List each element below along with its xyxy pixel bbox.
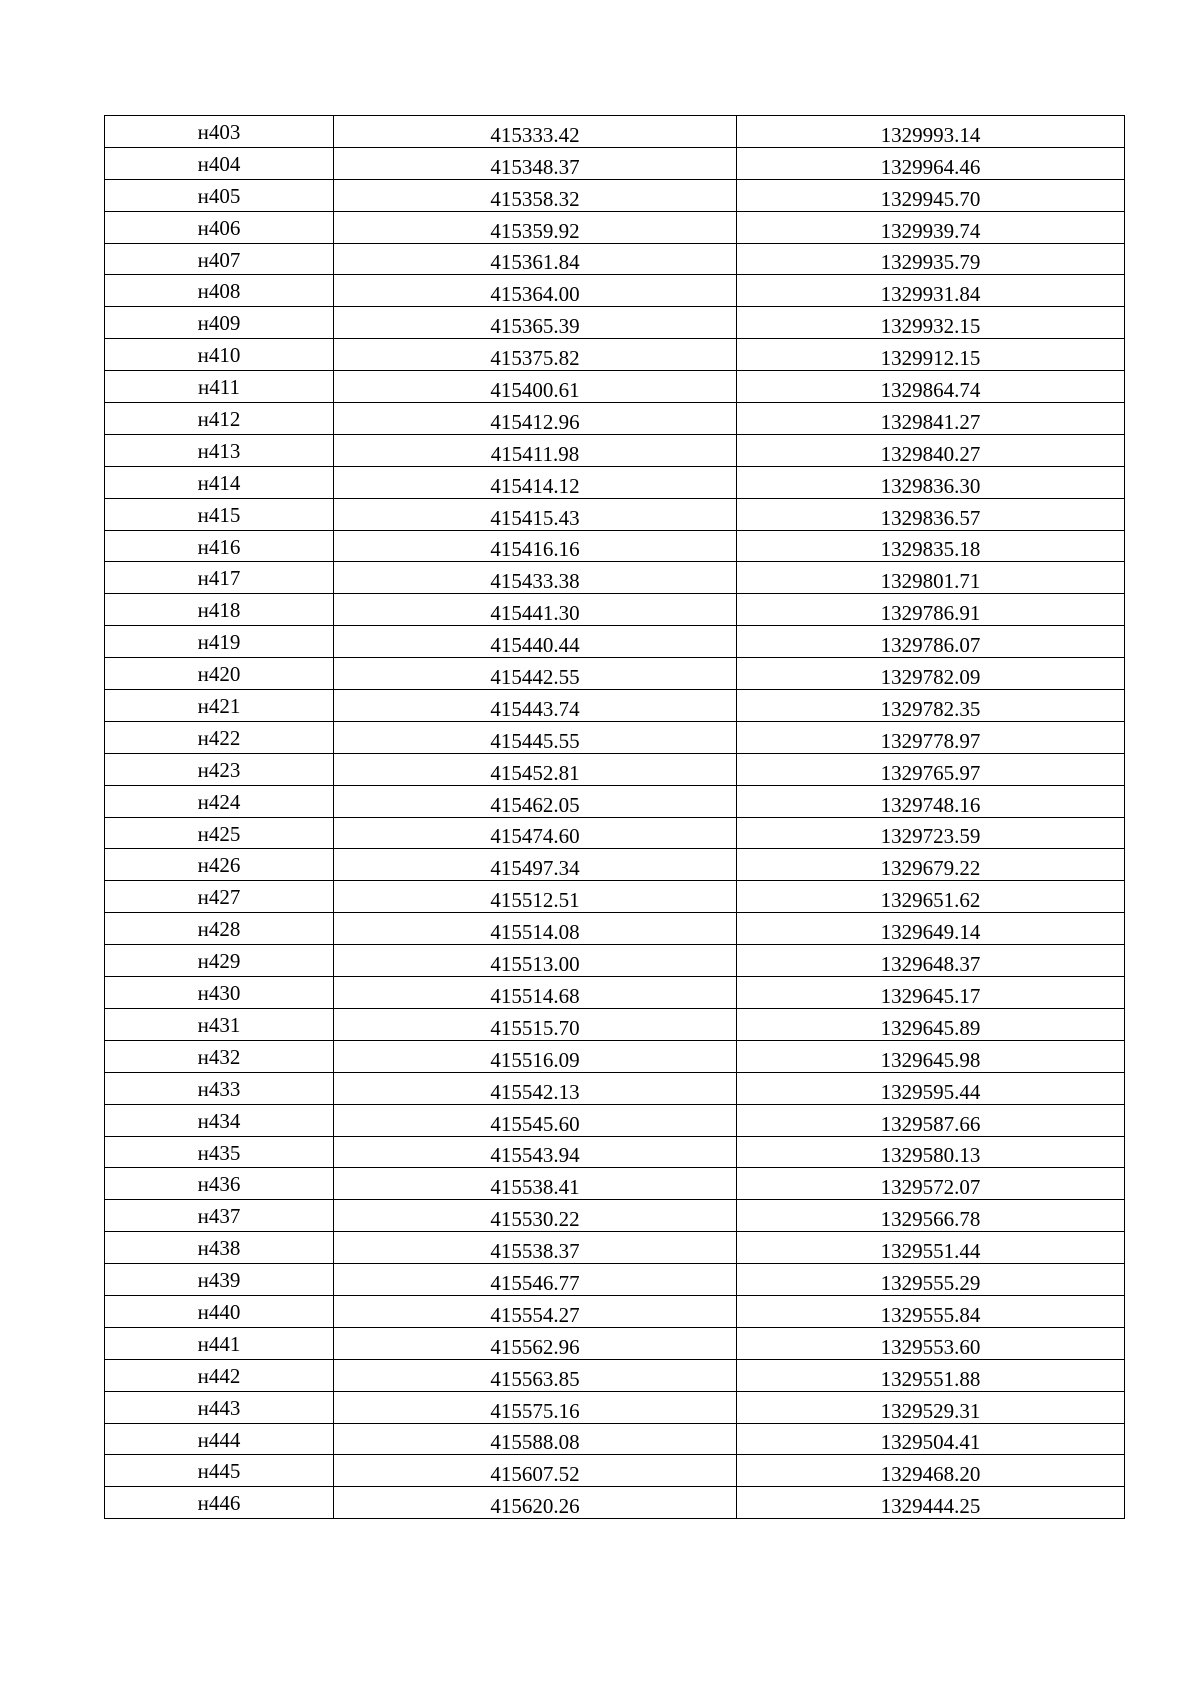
point-id-cell: н416 [105, 530, 334, 562]
table-row [105, 1327, 1125, 1359]
table-row [105, 881, 1125, 913]
table-row [105, 626, 1125, 658]
point-id-cell: н437 [105, 1200, 334, 1232]
table-row [105, 594, 1125, 626]
point-id-cell: н431 [105, 1008, 334, 1040]
y-coordinate-cell: 1329529.31 [737, 1391, 1125, 1423]
table-row [105, 1104, 1125, 1136]
x-coordinate-cell: 415400.61 [334, 371, 737, 403]
y-coordinate-cell: 1329836.57 [737, 498, 1125, 530]
table-row [105, 913, 1125, 945]
table-row [105, 116, 1125, 148]
table-row [105, 1295, 1125, 1327]
table-row [105, 977, 1125, 1009]
y-coordinate-cell: 1329566.78 [737, 1200, 1125, 1232]
table-row [105, 562, 1125, 594]
point-id-cell: н441 [105, 1327, 334, 1359]
x-coordinate-cell: 415462.05 [334, 785, 737, 817]
point-id-cell: н422 [105, 721, 334, 753]
table-row [105, 1040, 1125, 1072]
x-coordinate-cell: 415359.92 [334, 211, 737, 243]
x-coordinate-cell: 415512.51 [334, 881, 737, 913]
x-coordinate-cell: 415497.34 [334, 849, 737, 881]
y-coordinate-cell: 1329645.17 [737, 977, 1125, 1009]
point-id-cell: н432 [105, 1040, 334, 1072]
table-row [105, 1423, 1125, 1455]
table-row [105, 1455, 1125, 1487]
table-row [105, 1391, 1125, 1423]
x-coordinate-cell: 415607.52 [334, 1455, 737, 1487]
table-row [105, 658, 1125, 690]
y-coordinate-cell: 1329555.84 [737, 1295, 1125, 1327]
y-coordinate-cell: 1329551.44 [737, 1232, 1125, 1264]
point-id-cell: н436 [105, 1168, 334, 1200]
point-id-cell: н445 [105, 1455, 334, 1487]
table-row [105, 211, 1125, 243]
point-id-cell: н418 [105, 594, 334, 626]
y-coordinate-cell: 1329841.27 [737, 403, 1125, 435]
point-id-cell: н425 [105, 817, 334, 849]
x-coordinate-cell: 415445.55 [334, 721, 737, 753]
y-coordinate-cell: 1329864.74 [737, 371, 1125, 403]
point-id-cell: н414 [105, 466, 334, 498]
point-id-cell: н406 [105, 211, 334, 243]
point-id-cell: н438 [105, 1232, 334, 1264]
table-row [105, 371, 1125, 403]
y-coordinate-cell: 1329939.74 [737, 211, 1125, 243]
coordinates-table [104, 115, 1125, 1519]
point-id-cell: н440 [105, 1295, 334, 1327]
table-row [105, 1008, 1125, 1040]
y-coordinate-cell: 1329572.07 [737, 1168, 1125, 1200]
x-coordinate-cell: 415515.70 [334, 1008, 737, 1040]
y-coordinate-cell: 1329932.15 [737, 307, 1125, 339]
y-coordinate-cell: 1329835.18 [737, 530, 1125, 562]
y-coordinate-cell: 1329748.16 [737, 785, 1125, 817]
y-coordinate-cell: 1329645.98 [737, 1040, 1125, 1072]
table-row [105, 434, 1125, 466]
point-id-cell: н419 [105, 626, 334, 658]
point-id-cell: н410 [105, 339, 334, 371]
x-coordinate-cell: 415412.96 [334, 403, 737, 435]
x-coordinate-cell: 415365.39 [334, 307, 737, 339]
table-row [105, 817, 1125, 849]
point-id-cell: н423 [105, 753, 334, 785]
y-coordinate-cell: 1329551.88 [737, 1359, 1125, 1391]
table-row [105, 275, 1125, 307]
point-id-cell: н446 [105, 1487, 334, 1519]
y-coordinate-cell: 1329912.15 [737, 339, 1125, 371]
y-coordinate-cell: 1329595.44 [737, 1072, 1125, 1104]
y-coordinate-cell: 1329587.66 [737, 1104, 1125, 1136]
y-coordinate-cell: 1329679.22 [737, 849, 1125, 881]
y-coordinate-cell: 1329765.97 [737, 753, 1125, 785]
y-coordinate-cell: 1329782.35 [737, 690, 1125, 722]
x-coordinate-cell: 415433.38 [334, 562, 737, 594]
table-row [105, 849, 1125, 881]
table-row [105, 1200, 1125, 1232]
x-coordinate-cell: 415514.08 [334, 913, 737, 945]
x-coordinate-cell: 415452.81 [334, 753, 737, 785]
x-coordinate-cell: 415441.30 [334, 594, 737, 626]
point-id-cell: н444 [105, 1423, 334, 1455]
point-id-cell: н412 [105, 403, 334, 435]
x-coordinate-cell: 415516.09 [334, 1040, 737, 1072]
y-coordinate-cell: 1329580.13 [737, 1136, 1125, 1168]
x-coordinate-cell: 415546.77 [334, 1264, 737, 1296]
x-coordinate-cell: 415358.32 [334, 179, 737, 211]
x-coordinate-cell: 415562.96 [334, 1327, 737, 1359]
y-coordinate-cell: 1329651.62 [737, 881, 1125, 913]
y-coordinate-cell: 1329836.30 [737, 466, 1125, 498]
x-coordinate-cell: 415364.00 [334, 275, 737, 307]
point-id-cell: н409 [105, 307, 334, 339]
point-id-cell: н439 [105, 1264, 334, 1296]
point-id-cell: н442 [105, 1359, 334, 1391]
y-coordinate-cell: 1329648.37 [737, 945, 1125, 977]
point-id-cell: н407 [105, 243, 334, 275]
point-id-cell: н404 [105, 147, 334, 179]
y-coordinate-cell: 1329964.46 [737, 147, 1125, 179]
coordinates-table-body [105, 116, 1125, 1519]
y-coordinate-cell: 1329468.20 [737, 1455, 1125, 1487]
y-coordinate-cell: 1329553.60 [737, 1327, 1125, 1359]
point-id-cell: н403 [105, 116, 334, 148]
point-id-cell: н429 [105, 945, 334, 977]
x-coordinate-cell: 415514.68 [334, 977, 737, 1009]
point-id-cell: н424 [105, 785, 334, 817]
table-row [105, 1232, 1125, 1264]
x-coordinate-cell: 415474.60 [334, 817, 737, 849]
table-row [105, 945, 1125, 977]
table-row [105, 1487, 1125, 1519]
point-id-cell: н421 [105, 690, 334, 722]
y-coordinate-cell: 1329786.91 [737, 594, 1125, 626]
x-coordinate-cell: 415538.37 [334, 1232, 737, 1264]
y-coordinate-cell: 1329935.79 [737, 243, 1125, 275]
point-id-cell: н435 [105, 1136, 334, 1168]
table-row [105, 1168, 1125, 1200]
x-coordinate-cell: 415545.60 [334, 1104, 737, 1136]
table-row [105, 530, 1125, 562]
y-coordinate-cell: 1329778.97 [737, 721, 1125, 753]
x-coordinate-cell: 415543.94 [334, 1136, 737, 1168]
table-row [105, 243, 1125, 275]
point-id-cell: н411 [105, 371, 334, 403]
x-coordinate-cell: 415375.82 [334, 339, 737, 371]
y-coordinate-cell: 1329840.27 [737, 434, 1125, 466]
x-coordinate-cell: 415361.84 [334, 243, 737, 275]
table-row [105, 498, 1125, 530]
x-coordinate-cell: 415414.12 [334, 466, 737, 498]
table-row [105, 339, 1125, 371]
x-coordinate-cell: 415415.43 [334, 498, 737, 530]
x-coordinate-cell: 415442.55 [334, 658, 737, 690]
point-id-cell: н426 [105, 849, 334, 881]
y-coordinate-cell: 1329782.09 [737, 658, 1125, 690]
point-id-cell: н430 [105, 977, 334, 1009]
table-row [105, 403, 1125, 435]
table-row [105, 307, 1125, 339]
y-coordinate-cell: 1329555.29 [737, 1264, 1125, 1296]
y-coordinate-cell: 1329444.25 [737, 1487, 1125, 1519]
x-coordinate-cell: 415538.41 [334, 1168, 737, 1200]
point-id-cell: н443 [105, 1391, 334, 1423]
y-coordinate-cell: 1329945.70 [737, 179, 1125, 211]
point-id-cell: н427 [105, 881, 334, 913]
x-coordinate-cell: 415411.98 [334, 434, 737, 466]
table-row [105, 753, 1125, 785]
y-coordinate-cell: 1329993.14 [737, 116, 1125, 148]
table-row [105, 1136, 1125, 1168]
y-coordinate-cell: 1329723.59 [737, 817, 1125, 849]
y-coordinate-cell: 1329504.41 [737, 1423, 1125, 1455]
table-row [105, 1072, 1125, 1104]
x-coordinate-cell: 415443.74 [334, 690, 737, 722]
x-coordinate-cell: 415620.26 [334, 1487, 737, 1519]
table-row [105, 785, 1125, 817]
table-row [105, 690, 1125, 722]
y-coordinate-cell: 1329649.14 [737, 913, 1125, 945]
point-id-cell: н408 [105, 275, 334, 307]
table-row [105, 147, 1125, 179]
point-id-cell: н428 [105, 913, 334, 945]
point-id-cell: н415 [105, 498, 334, 530]
point-id-cell: н405 [105, 179, 334, 211]
x-coordinate-cell: 415563.85 [334, 1359, 737, 1391]
x-coordinate-cell: 415416.16 [334, 530, 737, 562]
y-coordinate-cell: 1329645.89 [737, 1008, 1125, 1040]
x-coordinate-cell: 415542.13 [334, 1072, 737, 1104]
table-row [105, 721, 1125, 753]
point-id-cell: н433 [105, 1072, 334, 1104]
y-coordinate-cell: 1329801.71 [737, 562, 1125, 594]
table-row [105, 466, 1125, 498]
x-coordinate-cell: 415588.08 [334, 1423, 737, 1455]
y-coordinate-cell: 1329786.07 [737, 626, 1125, 658]
x-coordinate-cell: 415575.16 [334, 1391, 737, 1423]
x-coordinate-cell: 415348.37 [334, 147, 737, 179]
x-coordinate-cell: 415440.44 [334, 626, 737, 658]
point-id-cell: н434 [105, 1104, 334, 1136]
table-row [105, 1264, 1125, 1296]
table-row [105, 179, 1125, 211]
point-id-cell: н417 [105, 562, 334, 594]
y-coordinate-cell: 1329931.84 [737, 275, 1125, 307]
x-coordinate-cell: 415530.22 [334, 1200, 737, 1232]
x-coordinate-cell: 415333.42 [334, 116, 737, 148]
x-coordinate-cell: 415513.00 [334, 945, 737, 977]
point-id-cell: н420 [105, 658, 334, 690]
point-id-cell: н413 [105, 434, 334, 466]
x-coordinate-cell: 415554.27 [334, 1295, 737, 1327]
table-row [105, 1359, 1125, 1391]
